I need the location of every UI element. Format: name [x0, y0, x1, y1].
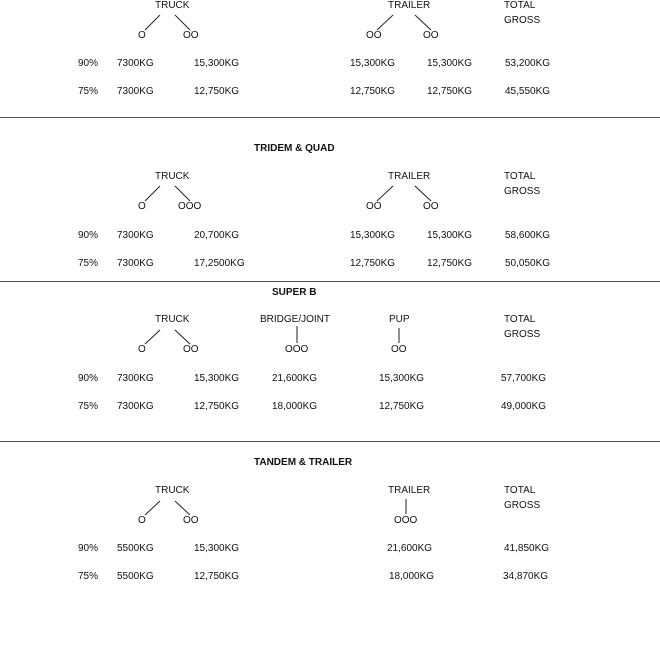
- total-cell: 50,050KG: [505, 258, 551, 269]
- percent-cell: 90%: [78, 230, 99, 241]
- weight-cell: 15,300KG: [194, 543, 240, 554]
- percent-cell: 90%: [78, 373, 99, 384]
- weight-cell: 15,300KG: [350, 58, 396, 69]
- trailer-label: TRAILER: [388, 485, 431, 496]
- total-label: TOTAL: [504, 0, 536, 11]
- weight-cell: 17,2500KG: [194, 258, 245, 269]
- truck-rear-axle: OO: [183, 515, 199, 526]
- weight-cell: 12,750KG: [379, 401, 425, 412]
- weight-cell: 12,750KG: [350, 86, 396, 97]
- weight-cell: 15,300KG: [427, 230, 473, 241]
- gross-label: GROSS: [504, 15, 541, 26]
- truck-rear-axle: OO: [183, 30, 199, 41]
- total-cell: 45,550KG: [505, 86, 551, 97]
- weight-cell: 21,600KG: [272, 373, 318, 384]
- truck-label: TRUCK: [155, 485, 190, 496]
- total-cell: 49,000KG: [501, 401, 547, 412]
- percent-cell: 90%: [78, 543, 99, 554]
- weight-cell: 5500KG: [117, 543, 154, 554]
- bridge-axle: OOO: [285, 344, 309, 355]
- percent-cell: 75%: [78, 571, 99, 582]
- trailer-label: TRAILER: [388, 0, 431, 11]
- weight-cell: 7300KG: [117, 230, 154, 241]
- truck-label: TRUCK: [155, 171, 190, 182]
- weight-cell: 12,750KG: [427, 86, 473, 97]
- truck-front-axle: O: [138, 30, 146, 41]
- section-divider: [0, 441, 660, 442]
- weight-cell: 5500KG: [117, 571, 154, 582]
- weight-cell: 18,000KG: [389, 571, 435, 582]
- total-label: TOTAL: [504, 171, 536, 182]
- trailer-rear-axle: OO: [423, 201, 439, 212]
- weight-cell: 12,750KG: [194, 86, 240, 97]
- weight-cell: 20,700KG: [194, 230, 240, 241]
- truck-front-axle: O: [138, 344, 146, 355]
- trailer-axle: OOO: [394, 515, 418, 526]
- percent-cell: 75%: [78, 258, 99, 269]
- weight-cell: 12,750KG: [194, 571, 240, 582]
- weight-cell: 21,600KG: [387, 543, 433, 554]
- percent-cell: 75%: [78, 86, 99, 97]
- percent-cell: 75%: [78, 401, 99, 412]
- total-cell: 57,700KG: [501, 373, 547, 384]
- trailer-front-axle: OO: [366, 30, 382, 41]
- section-title: TANDEM & TRAILER: [254, 457, 353, 468]
- truck-rear-axle: OOO: [178, 201, 202, 212]
- weight-cell: 7300KG: [117, 58, 154, 69]
- weight-cell: 7300KG: [117, 258, 154, 269]
- section-divider: [0, 117, 660, 118]
- section-title: SUPER B: [272, 287, 317, 298]
- weight-cell: 18,000KG: [272, 401, 318, 412]
- total-cell: 41,850KG: [504, 543, 550, 554]
- gross-label: GROSS: [504, 329, 541, 340]
- weight-cell: 15,300KG: [194, 58, 240, 69]
- total-label: TOTAL: [504, 314, 536, 325]
- weight-cell: 7300KG: [117, 401, 154, 412]
- weight-cell: 12,750KG: [350, 258, 396, 269]
- truck-label: TRUCK: [155, 0, 190, 11]
- percent-cell: 90%: [78, 58, 99, 69]
- pup-axle: OO: [391, 344, 407, 355]
- weight-cell: 15,300KG: [427, 58, 473, 69]
- section-title: TRIDEM & QUAD: [254, 143, 335, 154]
- gross-label: GROSS: [504, 500, 541, 511]
- pup-label: PUP: [389, 314, 410, 325]
- weight-cell: 7300KG: [117, 86, 154, 97]
- total-cell: 34,870KG: [503, 571, 549, 582]
- weight-cell: 12,750KG: [427, 258, 473, 269]
- weight-cell: 15,300KG: [379, 373, 425, 384]
- weight-cell: 7300KG: [117, 373, 154, 384]
- truck-rear-axle: OO: [183, 344, 199, 355]
- truck-label: TRUCK: [155, 314, 190, 325]
- truck-front-axle: O: [138, 515, 146, 526]
- trailer-label: TRAILER: [388, 171, 431, 182]
- total-label: TOTAL: [504, 485, 536, 496]
- weight-cell: 12,750KG: [194, 401, 240, 412]
- section-divider: [0, 281, 660, 282]
- truck-front-axle: O: [138, 201, 146, 212]
- weight-cell: 15,300KG: [194, 373, 240, 384]
- gross-label: GROSS: [504, 186, 541, 197]
- total-cell: 58,600KG: [505, 230, 551, 241]
- trailer-front-axle: OO: [366, 201, 382, 212]
- trailer-rear-axle: OO: [423, 30, 439, 41]
- bridge-joint-label: BRIDGE/JOINT: [260, 314, 331, 325]
- weight-cell: 15,300KG: [350, 230, 396, 241]
- total-cell: 53,200KG: [505, 58, 551, 69]
